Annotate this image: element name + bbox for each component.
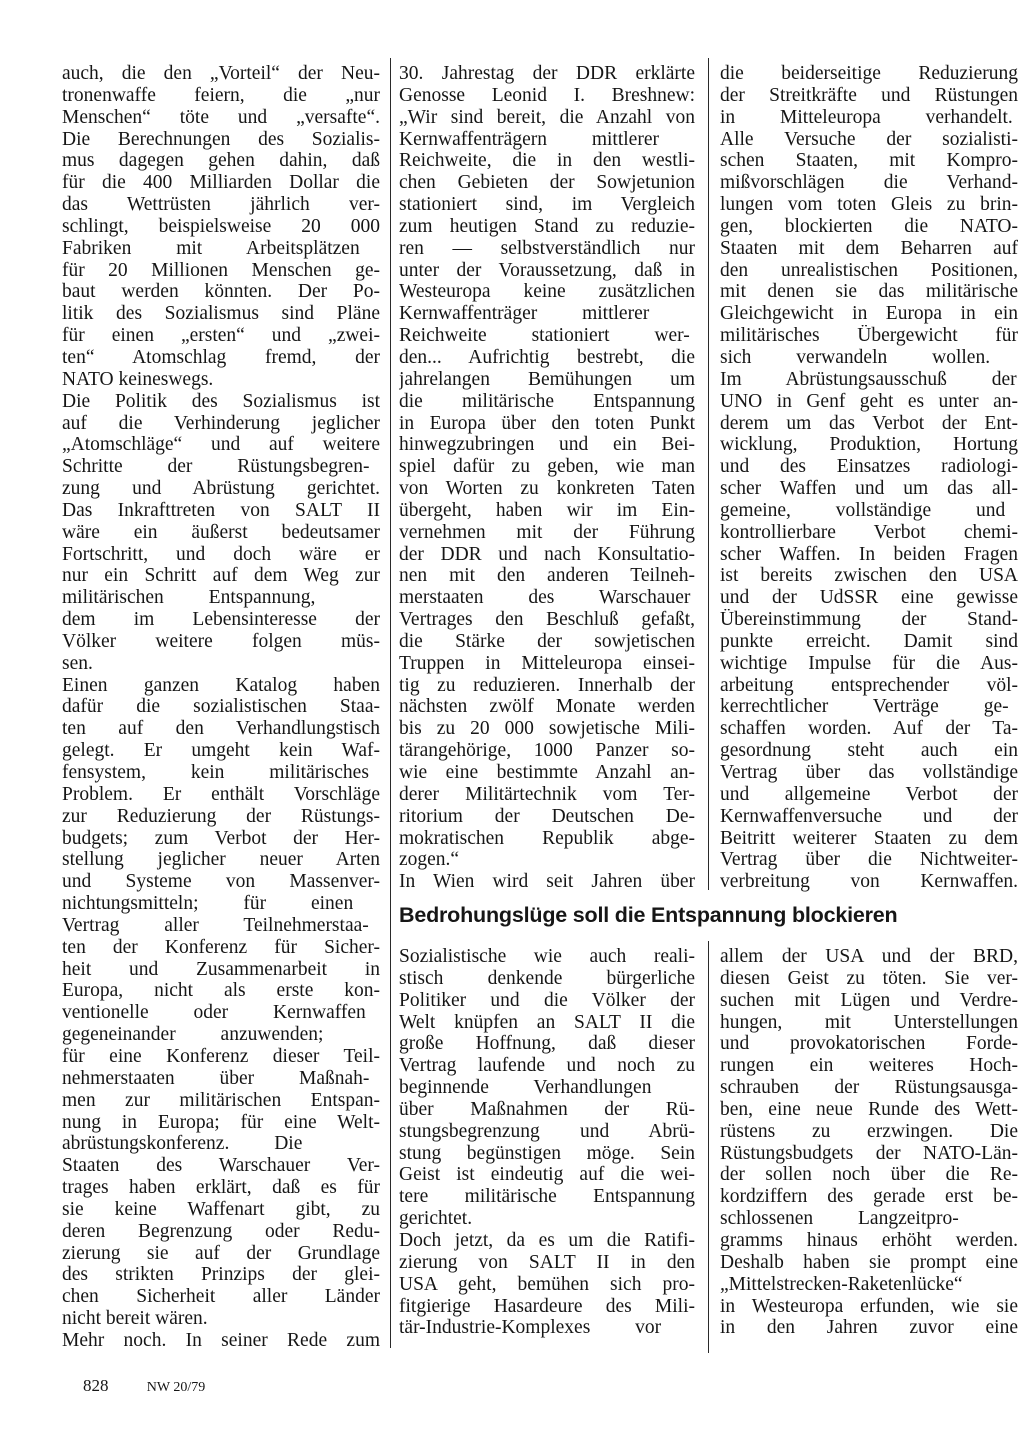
text-line: tere militärische Entspannung [399,1186,695,1208]
text-line: zum heutigen Stand zu reduzie- [399,215,695,237]
text-line: für eine Konferenz dieser Teil- [62,1045,380,1067]
text-line: stellung jeglicher neuer Arten [62,849,380,871]
text-line: In Wien wird seit Jahren über [399,871,695,893]
text-line: Politiker und die Völker der [399,989,695,1011]
text-line: sen. [62,652,93,674]
text-line: UNO in Genf geht es unter an- [720,390,1018,412]
text-line: schrauben der Rüstungsausga- [720,1077,1018,1099]
text-line: mokratischen Republik abge- [399,827,695,849]
text-line: Übereinstimmung der Stand- [720,609,1018,631]
text-line: suchen mit Lügen und Verdre- [720,989,1018,1011]
text-line: litik des Sozialismus sind Pläne [62,303,380,325]
text-line: Fabriken mit Arbeitsplätzen [62,237,360,259]
text-column-3 [720,63,1018,893]
text-line: stungsbegrenzung und Abrü- [399,1120,695,1142]
text-line: Fortschritt, und doch wäre er [62,543,380,565]
text-line: abrüstungskonferenz. Die [62,1133,303,1155]
text-line: hinwegzubringen und ein Bei- [399,434,695,456]
text-line: militärisches Übergewicht für [720,325,1018,347]
text-line: kontrollierbare Verbot chemi- [720,521,1018,543]
issue-label: NW 20/79 [146,1380,206,1395]
text-line: chen Sicherheit aller Länder [62,1286,380,1308]
text-line: wie eine bestimmte Anzahl an- [399,762,695,783]
text-line: schlossenen Langzeitpro- [720,1208,959,1230]
text-line: für die 400 Milliarden Dollar die [62,172,380,194]
text-line: sie keine Waffenart gibt, zu [62,1198,380,1220]
text-line: für 20 Millionen Menschen ge- [62,259,380,281]
column-text [720,946,1018,1339]
text-line: ritorium der Deutschen De- [399,805,695,827]
text-line: dafür die sozialistischen Staa- [62,696,380,718]
text-line: wichtige Impulse für die Aus- [720,652,1018,674]
text-line: dem im Lebensinteresse der [62,609,380,631]
text-line: ten“ Atomschlag fremd, der [62,346,380,368]
text-line: in den Jahren zuvor eine [720,1317,1018,1339]
text-line: der Streitkräfte und Rüstungen [720,84,1018,106]
text-line: mus dagegen gehen dahin, daß [62,150,380,172]
text-line: mit denen sie das militärische [720,281,1018,303]
text-line: in Mitteleuropa verhandelt. [720,106,1013,128]
text-line: und allgemeine Verbot der [720,783,1018,805]
text-line: Vertrag laufende und noch zu [399,1055,695,1077]
text-line: fensystem, kein militärisches [62,762,369,783]
text-line: Geist ist eindeutig auf die wei- [399,1164,695,1186]
text-line: Mehr noch. In seiner Rede zum [62,1329,380,1351]
text-line: Staaten des Warschauer Ver- [62,1155,380,1177]
text-line: Beitritt weiterer Staaten zu dem [720,827,1018,849]
text-line: unter der Voraussetzung, daß in [399,259,695,281]
text-line: Gleichgewicht in Europa in ein [720,303,1018,325]
text-line: Vertrag aller Teilnehmerstaa- [62,914,369,936]
text-line: Welt knüpfen an SALT II die [399,1011,695,1033]
text-line: und der UdSSR eine gewisse [720,587,1018,609]
text-line: und des Einsatzes radiologi- [720,456,1018,478]
text-line: Kernwaffenträger mittlerer [399,303,650,325]
text-line: zur Reduzierung der Rüstungs- [62,805,380,827]
text-line: Völker weitere folgen müs- [62,630,380,652]
text-line: Im Abrüstungsausschuß der [720,368,1017,390]
text-line: für einen „ersten“ und „zwei- [62,325,380,347]
text-line: rungen ein weiteres Hoch- [720,1055,1018,1077]
column-text [399,946,695,1339]
text-line: stung begünstigen möge. Sein [399,1142,695,1164]
text-line: den... Aufrichtig bestrebt, die [399,346,695,368]
page-number: 828 [83,1376,109,1395]
text-line: die beiderseitige Reduzierung [720,63,1018,84]
text-column-4 [399,946,695,1339]
text-line: ist bereits zwischen den USA [720,565,1018,587]
text-line: Vertrag über das vollständige [720,762,1018,783]
text-line: Vertrages den Beschluß gefaßt, [399,609,695,631]
text-line: budgets; zum Verbot der Her- [62,827,380,849]
text-line: übergeht, haben wir im Ein- [399,499,695,521]
text-line: Genosse Leonid I. Breshnew: [399,84,695,106]
text-line: mißvorschlägen die Verhand- [720,172,1018,194]
text-line: tronenwaffe feiern, die „nur [62,84,380,106]
text-line: die Stärke der sowjetischen [399,630,695,652]
text-line: Truppen in Mitteleuropa einsei- [399,652,695,674]
text-line: nen mit den anderen Teilneh- [399,565,695,587]
text-line: Westeuropa keine zusätzlichen [399,281,695,303]
text-line: zierung von SALT II in den [399,1251,695,1273]
text-line: Einen ganzen Katalog haben [62,674,380,696]
text-line: wäre ein äußerst bedeutsamer [62,521,380,543]
text-line: tär-Industrie-Komplexes vor [399,1317,662,1339]
text-line: die militärische Entspannung [399,390,695,412]
text-line: das Wettrüsten jährlich ver- [62,194,380,216]
text-line: zierung sie auf der Grundlage [62,1242,380,1264]
text-line: über Maßnahmen der Rü- [399,1098,695,1120]
text-line: und provokatorischen Forde- [720,1033,1018,1055]
text-line: gemeine, vollständige und [720,499,1006,521]
text-line: den unrealistischen Positionen, [720,259,1018,281]
text-line: zogen.“ [399,849,460,871]
text-line: auf die Verhinderung jeglicher [62,412,380,434]
text-line: nur ein Schritt auf dem Weg zur [62,565,380,587]
text-line: ren — selbstverständlich nur [399,237,695,259]
text-line: 30. Jahrestag der DDR erklärte [399,63,695,84]
text-line: des strikten Prinzips der glei- [62,1264,380,1286]
text-line: chen Gebieten der Sowjetunion [399,172,695,194]
text-line: fitgierige Hasardeure des Mili- [399,1295,695,1317]
text-line: ten auf den Verhandlungstisch [62,718,380,740]
text-line: Sozialistische wie auch reali- [399,946,695,967]
text-line: gramms hinaus erhöht werden. [720,1229,1018,1251]
text-line: tig zu reduzieren. Innerhalb der [399,674,695,696]
text-line: militärischen Entspannung, [62,587,316,609]
text-line: Alle Versuche der sozialisti- [720,128,1018,150]
text-column-5 [720,946,1018,1339]
text-line: schaffen worden. Auf der Ta- [720,718,1018,740]
text-line: gerichtet. [399,1208,473,1230]
text-line: derer Militärtechnik vom Ter- [399,783,695,805]
text-line: Menschen“ töte und „versafte“. [62,106,380,128]
text-line: in Europa über den toten Punkt [399,412,695,434]
text-line: allem der USA und der BRD, [720,946,1018,967]
text-line: der sollen noch über die Re- [720,1164,1018,1186]
text-line: Europa, nicht als erste kon- [62,980,380,1002]
column-text [62,63,380,1352]
column-rule-right-top [708,58,709,890]
text-line: vernehmen mit der Führung [399,521,695,543]
text-line: verbreitung von Kernwaffen. [720,871,1018,893]
text-line: Staaten mit dem Beharren auf [720,237,1018,259]
text-line: ben, eine neue Runde des Wett- [720,1098,1018,1120]
text-line: men zur militärischen Entspan- [62,1089,380,1111]
text-line: scher Waffen. In beiden Fragen [720,543,1018,565]
text-line: Problem. Er enthält Vorschläge [62,783,380,805]
text-line: merstaaten des Warschauer [399,587,691,609]
text-line: heit und Zusammenarbeit in [62,958,380,980]
text-line: gen, blockierten die NATO- [720,215,1018,237]
text-line: Die Politik des Sozialismus ist [62,390,380,412]
text-line: scher Waffen und um das all- [720,478,1018,500]
text-line: „Atomschläge“ und auf weitere [62,434,380,456]
text-line: und Systeme von Massenver- [62,871,380,893]
text-line: stationiert sind, im Vergleich [399,194,695,216]
column-rule-left [390,58,391,1348]
page-footer [83,1376,205,1396]
text-line: sich verwandeln wollen. [720,346,991,368]
text-line: „Wir sind bereit, die Anzahl von [399,106,695,128]
text-line: Reichweite, die in den westli- [399,150,695,172]
text-line: trages haben erklärt, daß es für [62,1177,380,1199]
text-line: von Worten zu konkreten Taten [399,478,695,500]
column-rule-right-bottom [708,941,709,1353]
text-line: beginnende Verhandlungen [399,1077,652,1099]
text-line: nehmerstaaten über Maßnah- [62,1067,370,1089]
text-line: nung in Europa; für eine Welt- [62,1111,380,1133]
text-line: bis zu 20 000 sowjetische Mili- [399,718,695,740]
text-line: schlingt, beispielsweise 20 000 [62,215,380,237]
text-line: nächsten zwölf Monate werden [399,696,695,718]
text-line: deren Begrenzung oder Redu- [62,1220,380,1242]
text-line: hungen, mit Unterstellungen [720,1011,1018,1033]
text-line: spiel dafür zu geben, wie man [399,456,695,478]
text-line: Reichweite stationiert wer- [399,325,690,347]
text-line: auch, die den „Vorteil“ der Neu- [62,63,380,84]
text-line: nicht bereit wären. [62,1308,208,1330]
text-line: große Hoffnung, daß dieser [399,1033,695,1055]
text-line: arbeitung entsprechender völ- [720,674,1018,696]
text-line: stisch denkende bürgerliche [399,967,695,989]
text-line: Doch jetzt, da es um die Ratifi- [399,1229,695,1251]
text-line: derem um das Verbot der Ent- [720,412,1018,434]
text-line: Rüstungsbudgets der NATO-Län- [720,1142,1018,1164]
text-line: in Westeuropa erfunden, wie sie [720,1295,1018,1317]
text-line: gegeneinander anzuwenden; [62,1024,324,1046]
text-column-1 [62,63,380,1352]
text-line: nichtungsmitteln; für einen [62,893,354,915]
text-line: Das Inkrafttreten von SALT II [62,499,380,521]
text-line: Vertrag über die Nichtweiter- [720,849,1018,871]
text-line: ten der Konferenz für Sicher- [62,936,380,958]
text-line: ventionelle oder Kernwaffen [62,1002,366,1024]
text-line: „Mittelstrecken-Raketenlücke“ [720,1273,963,1295]
text-line: Die Berechnungen des Sozialis- [62,128,380,150]
text-line: rüstens zu erzwingen. Die [720,1120,1018,1142]
text-line: kerrechtlicher Verträge ge- [720,696,1009,718]
text-line: schen Staaten, mit Kompro- [720,150,1018,172]
text-line: zung und Abrüstung gerichtet. [62,478,380,500]
column-text [720,63,1018,893]
text-line: lungen vom toten Gleis zu brin- [720,194,1018,216]
text-line: tärangehörige, 1000 Panzer so- [399,740,695,762]
column-text [399,63,695,893]
text-line: punkte erreicht. Damit sind [720,630,1018,652]
text-column-2 [399,63,695,893]
text-line: NATO keineswegs. [62,368,214,390]
text-line: Kernwaffenversuche und der [720,805,1018,827]
text-line: kordziffern des gerade erst be- [720,1186,1018,1208]
text-line: wicklung, Produktion, Hortung [720,434,1018,456]
text-line: gelegt. Er umgeht kein Waf- [62,740,380,762]
text-line: der DDR und nach Konsultatio- [399,543,695,565]
text-line: baut werden könnten. Der Po- [62,281,380,303]
section-heading: Bedrohungslüge soll die Entspannung blockieren [399,903,898,927]
text-line: jahrelangen Bemühungen um [399,368,695,390]
text-line: USA geht, bemühen sich pro- [399,1273,695,1295]
text-line: gesordnung steht auch ein [720,740,1018,762]
text-line: Deshalb haben sie prompt eine [720,1251,1018,1273]
text-line: Kernwaffenträgern mittlerer [399,128,659,150]
text-line: Schritte der Rüstungsbegren- [62,456,370,478]
text-line: diesen Geist zu töten. Sie ver- [720,967,1018,989]
